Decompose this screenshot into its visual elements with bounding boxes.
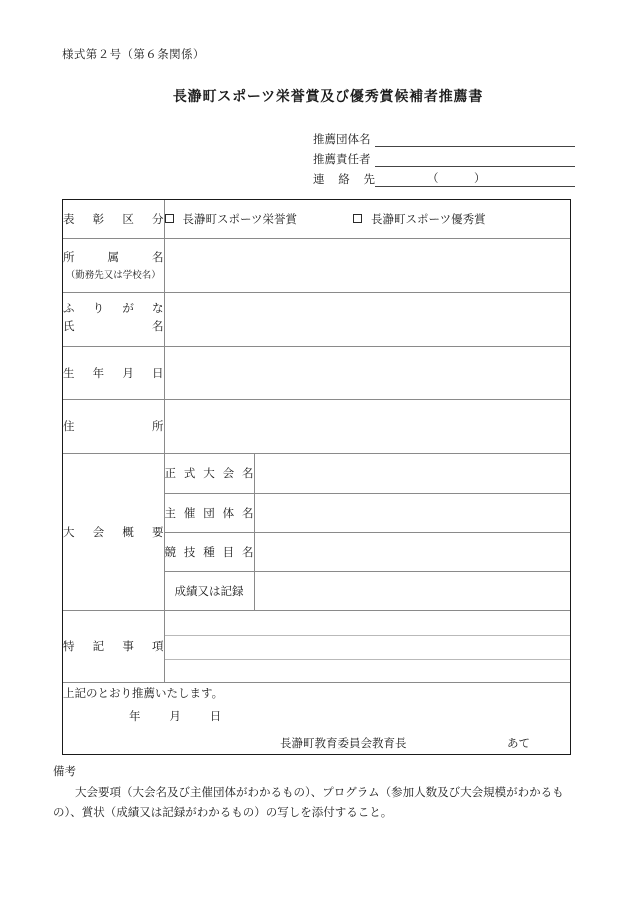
competition-event-label: 競 技 種 目 名 xyxy=(164,532,254,571)
table-row xyxy=(63,238,570,292)
table-row xyxy=(63,200,570,238)
checkbox-icon[interactable] xyxy=(353,214,362,223)
recommender-contact-input[interactable] xyxy=(375,172,575,187)
footnote-body: 大会要項（大会名及び主催団体がわかるもの）、プログラム（参加人数及び大会規模がわかるもの）、賞状（成績又は記録がわかるもの）の写しを添付すること。 xyxy=(53,787,564,820)
checkbox-honor-award-label: 長瀞町スポーツ栄誉賞 xyxy=(182,213,298,226)
affiliation-input[interactable] xyxy=(164,238,570,292)
date-month-label: 月 xyxy=(169,711,181,724)
competition-official-name-label: 正 式 大 会 名 xyxy=(164,453,254,493)
checkbox-icon[interactable] xyxy=(165,214,174,223)
closing-block xyxy=(63,682,570,754)
competition-organizer-label: 主 催 団 体 名 xyxy=(164,493,254,532)
closing-addressee: 長瀞町教育委員会教育長 xyxy=(280,738,407,751)
birthdate-label: 生 年 月 日 xyxy=(63,346,164,399)
footnote xyxy=(53,762,583,823)
date-day-label: 日 xyxy=(209,711,222,724)
competition-organizer-input[interactable] xyxy=(254,493,570,532)
affiliation-label: 所 属 名 （勤務先又は学校名） xyxy=(63,238,164,292)
footnote-title: 備考 xyxy=(53,766,76,778)
competition-event-input[interactable] xyxy=(254,532,570,571)
competition-label: 大 会 概 要 xyxy=(63,453,164,610)
checkbox-excellence-award[interactable] xyxy=(353,211,486,227)
competition-result-label xyxy=(164,571,254,610)
remarks-writing-lines xyxy=(165,611,571,682)
recommender-responsible-row xyxy=(313,147,575,167)
contact-paren: （ ） xyxy=(427,172,498,185)
competition-result-label-text: 成績又は記録 xyxy=(174,585,244,598)
writing-line xyxy=(165,659,571,660)
recommender-organization-input[interactable] xyxy=(375,132,575,147)
writing-line xyxy=(165,635,571,636)
closing-addressee-row xyxy=(63,735,570,751)
recommendation-table xyxy=(62,199,571,755)
recommender-responsible-input[interactable] xyxy=(375,152,575,167)
table-row xyxy=(63,453,570,493)
closing-date[interactable] xyxy=(63,708,570,724)
table-row xyxy=(63,682,570,754)
remarks-input[interactable] xyxy=(164,610,570,682)
recommender-organization-row xyxy=(313,127,575,147)
checkbox-honor-award[interactable] xyxy=(165,211,298,227)
name-input[interactable] xyxy=(164,292,570,346)
table-row xyxy=(63,346,570,399)
recommender-contact-row xyxy=(313,167,575,187)
recommender-block xyxy=(313,127,575,187)
closing-statement: 上記のとおり推薦いたします。 xyxy=(63,688,224,701)
table-row xyxy=(63,292,570,346)
award-type-label: 表 彰 区 分 xyxy=(63,200,164,238)
award-type-options xyxy=(164,200,570,238)
page-title: 長瀞町スポーツ栄誉賞及び優秀賞候補者推薦書 xyxy=(172,90,484,105)
recommender-responsible-label: 推薦責任者 xyxy=(313,154,371,166)
recommender-contact-label: 連 絡 先 xyxy=(313,174,375,186)
form-number: 様式第２号（第６条関係） xyxy=(62,49,205,61)
name-label: ふ り が な 氏 名 xyxy=(63,292,164,346)
table-row xyxy=(63,399,570,453)
competition-official-name-input[interactable] xyxy=(254,453,570,493)
address-input[interactable] xyxy=(164,399,570,453)
remarks-label: 特 記 事 項 xyxy=(63,610,164,682)
date-year-label: 年 xyxy=(129,711,141,724)
recommender-organization-label: 推薦団体名 xyxy=(313,134,371,146)
table-row xyxy=(63,610,570,682)
competition-result-input[interactable] xyxy=(254,571,570,610)
closing-addressee-suffix: あて xyxy=(507,738,530,751)
birthdate-input[interactable] xyxy=(164,346,570,399)
affiliation-sub-label: （勤務先又は学校名） xyxy=(65,271,161,281)
address-label: 住 所 xyxy=(63,399,164,453)
checkbox-excellence-award-label: 長瀞町スポーツ優秀賞 xyxy=(371,213,486,226)
